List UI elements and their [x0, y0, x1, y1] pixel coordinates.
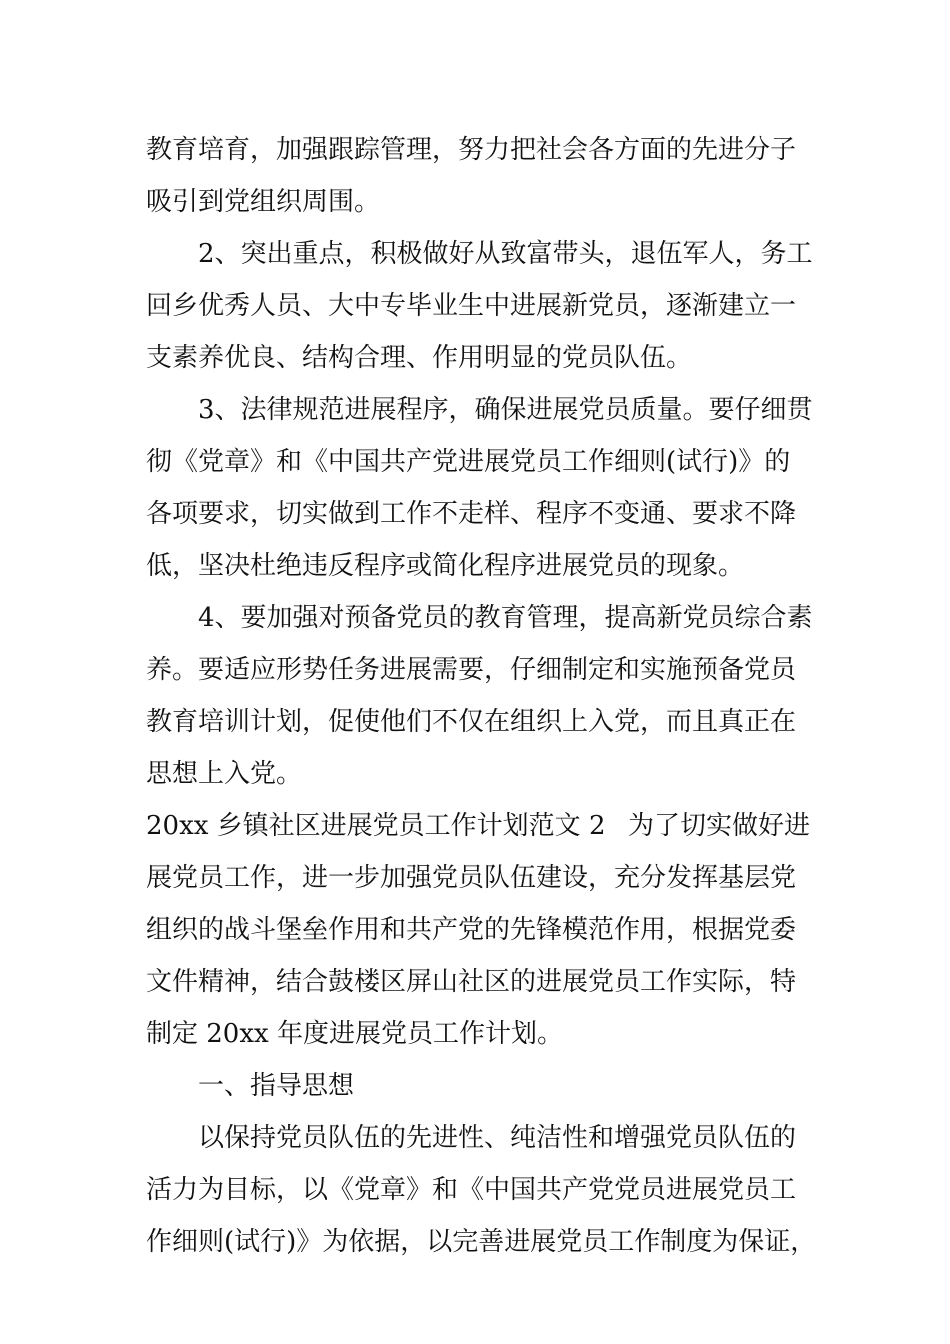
text-line: 展党员工作，进一步加强党员队伍建设，充分发挥基层党	[146, 863, 797, 893]
text-line: 吸引到党组织周围。	[146, 187, 381, 217]
text-line: 文件精神，结合鼓楼区屏山社区的进展党员工作实际，特	[146, 967, 797, 997]
text-line: 作细则(试行)》为依据，以完善进展党员工作制度为保证，	[146, 1227, 817, 1257]
paragraph-guiding-line: 以保持党员队伍的先进性、纯洁性和增强党员队伍的	[198, 1123, 797, 1153]
text-line: 教育培育，加强跟踪管理，努力把社会各方面的先进分子	[146, 135, 797, 165]
text-line: 各项要求，切实做到工作不走样、程序不变通、要求不降	[146, 499, 797, 529]
text-line: 组织的战斗堡垒作用和共产党的先锋模范作用，根据党委	[146, 915, 797, 945]
text-line: 思想上入党。	[146, 759, 303, 789]
text-line: 教育培训计划，促使他们不仅在组织上入党，而且真正在	[146, 707, 797, 737]
document-body	[146, 124, 817, 1268]
section-intro-start: 为了切实做好进	[627, 811, 810, 841]
heading-guiding-ideology: 一、指导思想	[198, 1071, 355, 1101]
text-line: 制定 20xx 年度进展党员工作计划。	[146, 1019, 563, 1049]
text-line: 低，坚决杜绝违反程序或简化程序进展党员的现象。	[146, 551, 745, 581]
text-line: 支素养优良、结构合理、作用明显的党员队伍。	[146, 343, 693, 373]
paragraph-4-line: 4、要加强对预备党员的教育管理，提高新党员综合素	[198, 603, 813, 633]
section-title: 20xx 乡镇社区进展党员工作计划范文 2	[146, 811, 606, 841]
paragraph-2-line: 2、突出重点，积极做好从致富带头，退伍军人，务工	[198, 239, 813, 269]
paragraph-3-line: 3、法律规范进展程序，确保进展党员质量。要仔细贯	[198, 395, 813, 425]
text-line: 养。要适应形势任务进展需要，仔细制定和实施预备党员	[146, 655, 797, 685]
text-line: 彻《党章》和《中国共产党进展党员工作细则(试行)》的	[146, 447, 791, 477]
text-line: 回乡优秀人员、大中专毕业生中进展新党员，逐渐建立一	[146, 291, 797, 321]
section-title-line	[146, 800, 810, 852]
text-line: 活力为目标，以《党章》和《中国共产党党员进展党员工	[146, 1175, 797, 1205]
